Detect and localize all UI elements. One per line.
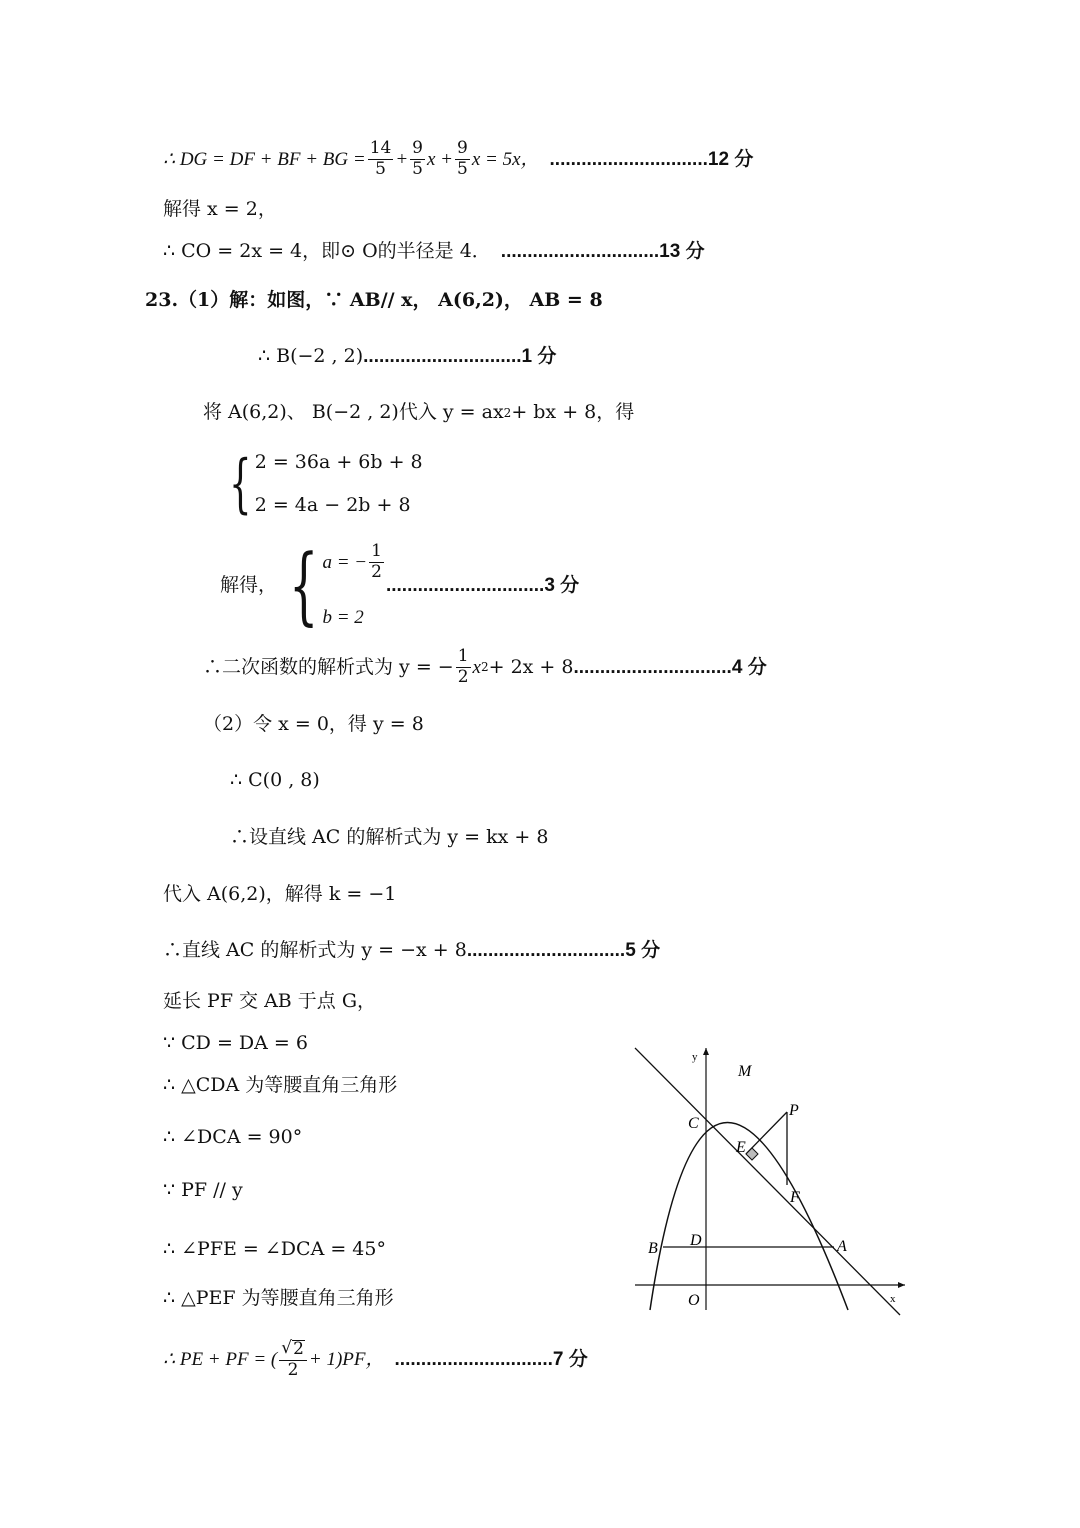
fraction-sqrt2-2 (279, 1340, 307, 1380)
line-ac (635, 1048, 900, 1315)
system-rows (255, 453, 423, 515)
solution-rows (322, 543, 385, 627)
radicand: 2 (293, 1339, 304, 1359)
pe-pf-tail: + 1)PF， (308, 1349, 385, 1371)
frac-num: 1 (457, 646, 469, 666)
label-a: A (837, 1238, 847, 1255)
parabola-figure (620, 1040, 910, 1320)
label-d: D (690, 1232, 702, 1249)
fraction-1-2 (369, 543, 384, 582)
triangle-cda-text: ∴ △CDA 为等腰直角三角形 (163, 1074, 398, 1096)
line-pe-pf (163, 1340, 588, 1380)
extend-pf-text: 延长 PF 交 AB 于点 G， (163, 990, 377, 1012)
line-part2 (203, 715, 424, 734)
label-p: P (789, 1102, 799, 1119)
part2-text: （2）令 x = 0，得 y = 8 (203, 713, 424, 735)
line-cd-da (163, 1034, 308, 1053)
cd-da-text: ∵ CD = DA = 6 (163, 1032, 308, 1054)
y-axis-arrow (703, 1048, 709, 1055)
equation-2: 2 = 4a − 2b + 8 (254, 494, 411, 516)
frac-den: 5 (457, 158, 468, 179)
left-brace: { (229, 447, 252, 521)
solution-a (322, 543, 385, 582)
solution-b: b = 2 (322, 607, 364, 628)
a-lhs: a = − (322, 551, 368, 573)
label-e: E (736, 1139, 746, 1156)
substitute-tail: + bx + 8，得 (511, 401, 635, 423)
equation-1: 2 = 36a + 6b + 8 (254, 451, 423, 473)
label-o: O (688, 1292, 700, 1309)
frac-num: 9 (457, 138, 468, 158)
label-y: y (692, 1051, 698, 1063)
leader-dots: .............................. (394, 1349, 553, 1371)
x-axis-arrow (898, 1282, 905, 1288)
solve-x-text: 解得 x = 2， (163, 198, 277, 220)
frac-num (279, 1340, 307, 1361)
sqrt-symbol: √ 2 (281, 1338, 304, 1359)
quadratic-tail: + 2x + 8 (488, 655, 574, 678)
fraction-14-5 (368, 140, 394, 179)
fraction-9-5-a (410, 140, 425, 179)
line-angle-pfe (163, 1240, 386, 1259)
label-c: C (688, 1115, 699, 1132)
score-label: 3 分 (544, 574, 580, 596)
label-b: B (648, 1240, 658, 1257)
ac-setup-text: ∴设直线 AC 的解析式为 y = kx + 8 (230, 826, 549, 848)
score-label: 4 分 (731, 656, 767, 678)
angle-dca-text: ∴ ∠DCA = 90° (163, 1126, 303, 1148)
q23-intro-text: 23.（1）解：如图，∵ AB// x， A(6,2)， AB = 8 (145, 289, 603, 311)
line-triangle-cda (163, 1076, 397, 1095)
exponent: 2 (480, 660, 489, 675)
frac-den: 5 (375, 158, 386, 179)
solve-label: 解得， (220, 573, 278, 596)
triangle-pef-text: ∴ △PEF 为等腰直角三角形 (163, 1287, 394, 1309)
line-dg-sum (163, 140, 753, 179)
dg-result: x = 5x， (471, 148, 540, 170)
point-c-text: ∴ C(0 , 8) (230, 769, 320, 791)
ac-result-text: ∴直线 AC 的解析式为 y = −x + 8 (163, 939, 467, 961)
pf-parallel-text: ∵ PF // y (163, 1179, 243, 1201)
score-label: 7 分 (552, 1349, 588, 1371)
line-ac-result (163, 941, 660, 960)
pe-pf-lhs: ∴ PE + PF = ( (163, 1349, 278, 1371)
line-q23-intro (145, 291, 603, 310)
frac-den: 2 (287, 1359, 299, 1380)
frac-den: 5 (412, 158, 423, 179)
line-triangle-pef (163, 1289, 394, 1308)
frac-num: 1 (371, 541, 382, 561)
line-angle-dca (163, 1128, 302, 1147)
line-solve-x (163, 200, 277, 219)
equation-system-2 (220, 536, 580, 634)
plus-sign: + (395, 148, 409, 170)
equation-system-1 (220, 447, 423, 521)
label-x: x (890, 1293, 896, 1305)
dg-equation: ∴ DG = DF + BF + BG = (163, 148, 366, 170)
leader-dots: .............................. (466, 940, 626, 961)
leader-dots: .............................. (573, 656, 732, 678)
frac-den: 2 (371, 561, 382, 582)
leader-dots: .............................. (385, 574, 545, 596)
line-pf-parallel (163, 1181, 243, 1200)
frac-den: 2 (457, 666, 469, 687)
left-brace: { (289, 536, 319, 634)
quadratic-text: ∴二次函数的解析式为 y = − (203, 655, 454, 678)
substitute-text: 将 A(6,2)、 B(−2 , 2)代入 y = ax (203, 401, 504, 423)
line-radius (163, 242, 705, 261)
point-b-text: ∴ B(−2 , 2) (258, 345, 364, 367)
line-ac-setup (230, 828, 548, 847)
exponent: 2 (503, 405, 512, 420)
radius-text: ∴ CO = 2x = 4，即⊙ O的半径是 4． (163, 240, 491, 262)
angle-pfe-text: ∴ ∠PFE = ∠DCA = 45° (163, 1238, 386, 1260)
leader-dots: .............................. (549, 148, 708, 170)
score-label: 13 分 (659, 241, 705, 262)
line-point-b (258, 347, 556, 366)
leader-dots: .............................. (500, 241, 660, 262)
frac-num: 9 (412, 138, 423, 158)
x-var: x (472, 656, 481, 678)
line-extend-pf (163, 992, 376, 1011)
leader-dots: .............................. (363, 346, 522, 367)
label-f: F (790, 1189, 800, 1206)
score-label: 1 分 (521, 346, 557, 367)
x-plus: x + (426, 148, 453, 170)
line-substitute (203, 403, 634, 422)
line-solve-k (163, 885, 396, 904)
fraction-9-5-b (455, 140, 470, 179)
frac-num: 14 (369, 138, 392, 158)
line-quadratic (203, 648, 767, 687)
line-point-c (230, 771, 320, 790)
score-label: 12 分 (707, 148, 754, 170)
label-m: M (738, 1063, 752, 1080)
score-label: 5 分 (625, 940, 661, 961)
solve-k-text: 代入 A(6,2)，解得 k = −1 (163, 883, 397, 905)
right-angle-mark (746, 1148, 758, 1160)
fraction-1-2 (456, 648, 471, 687)
